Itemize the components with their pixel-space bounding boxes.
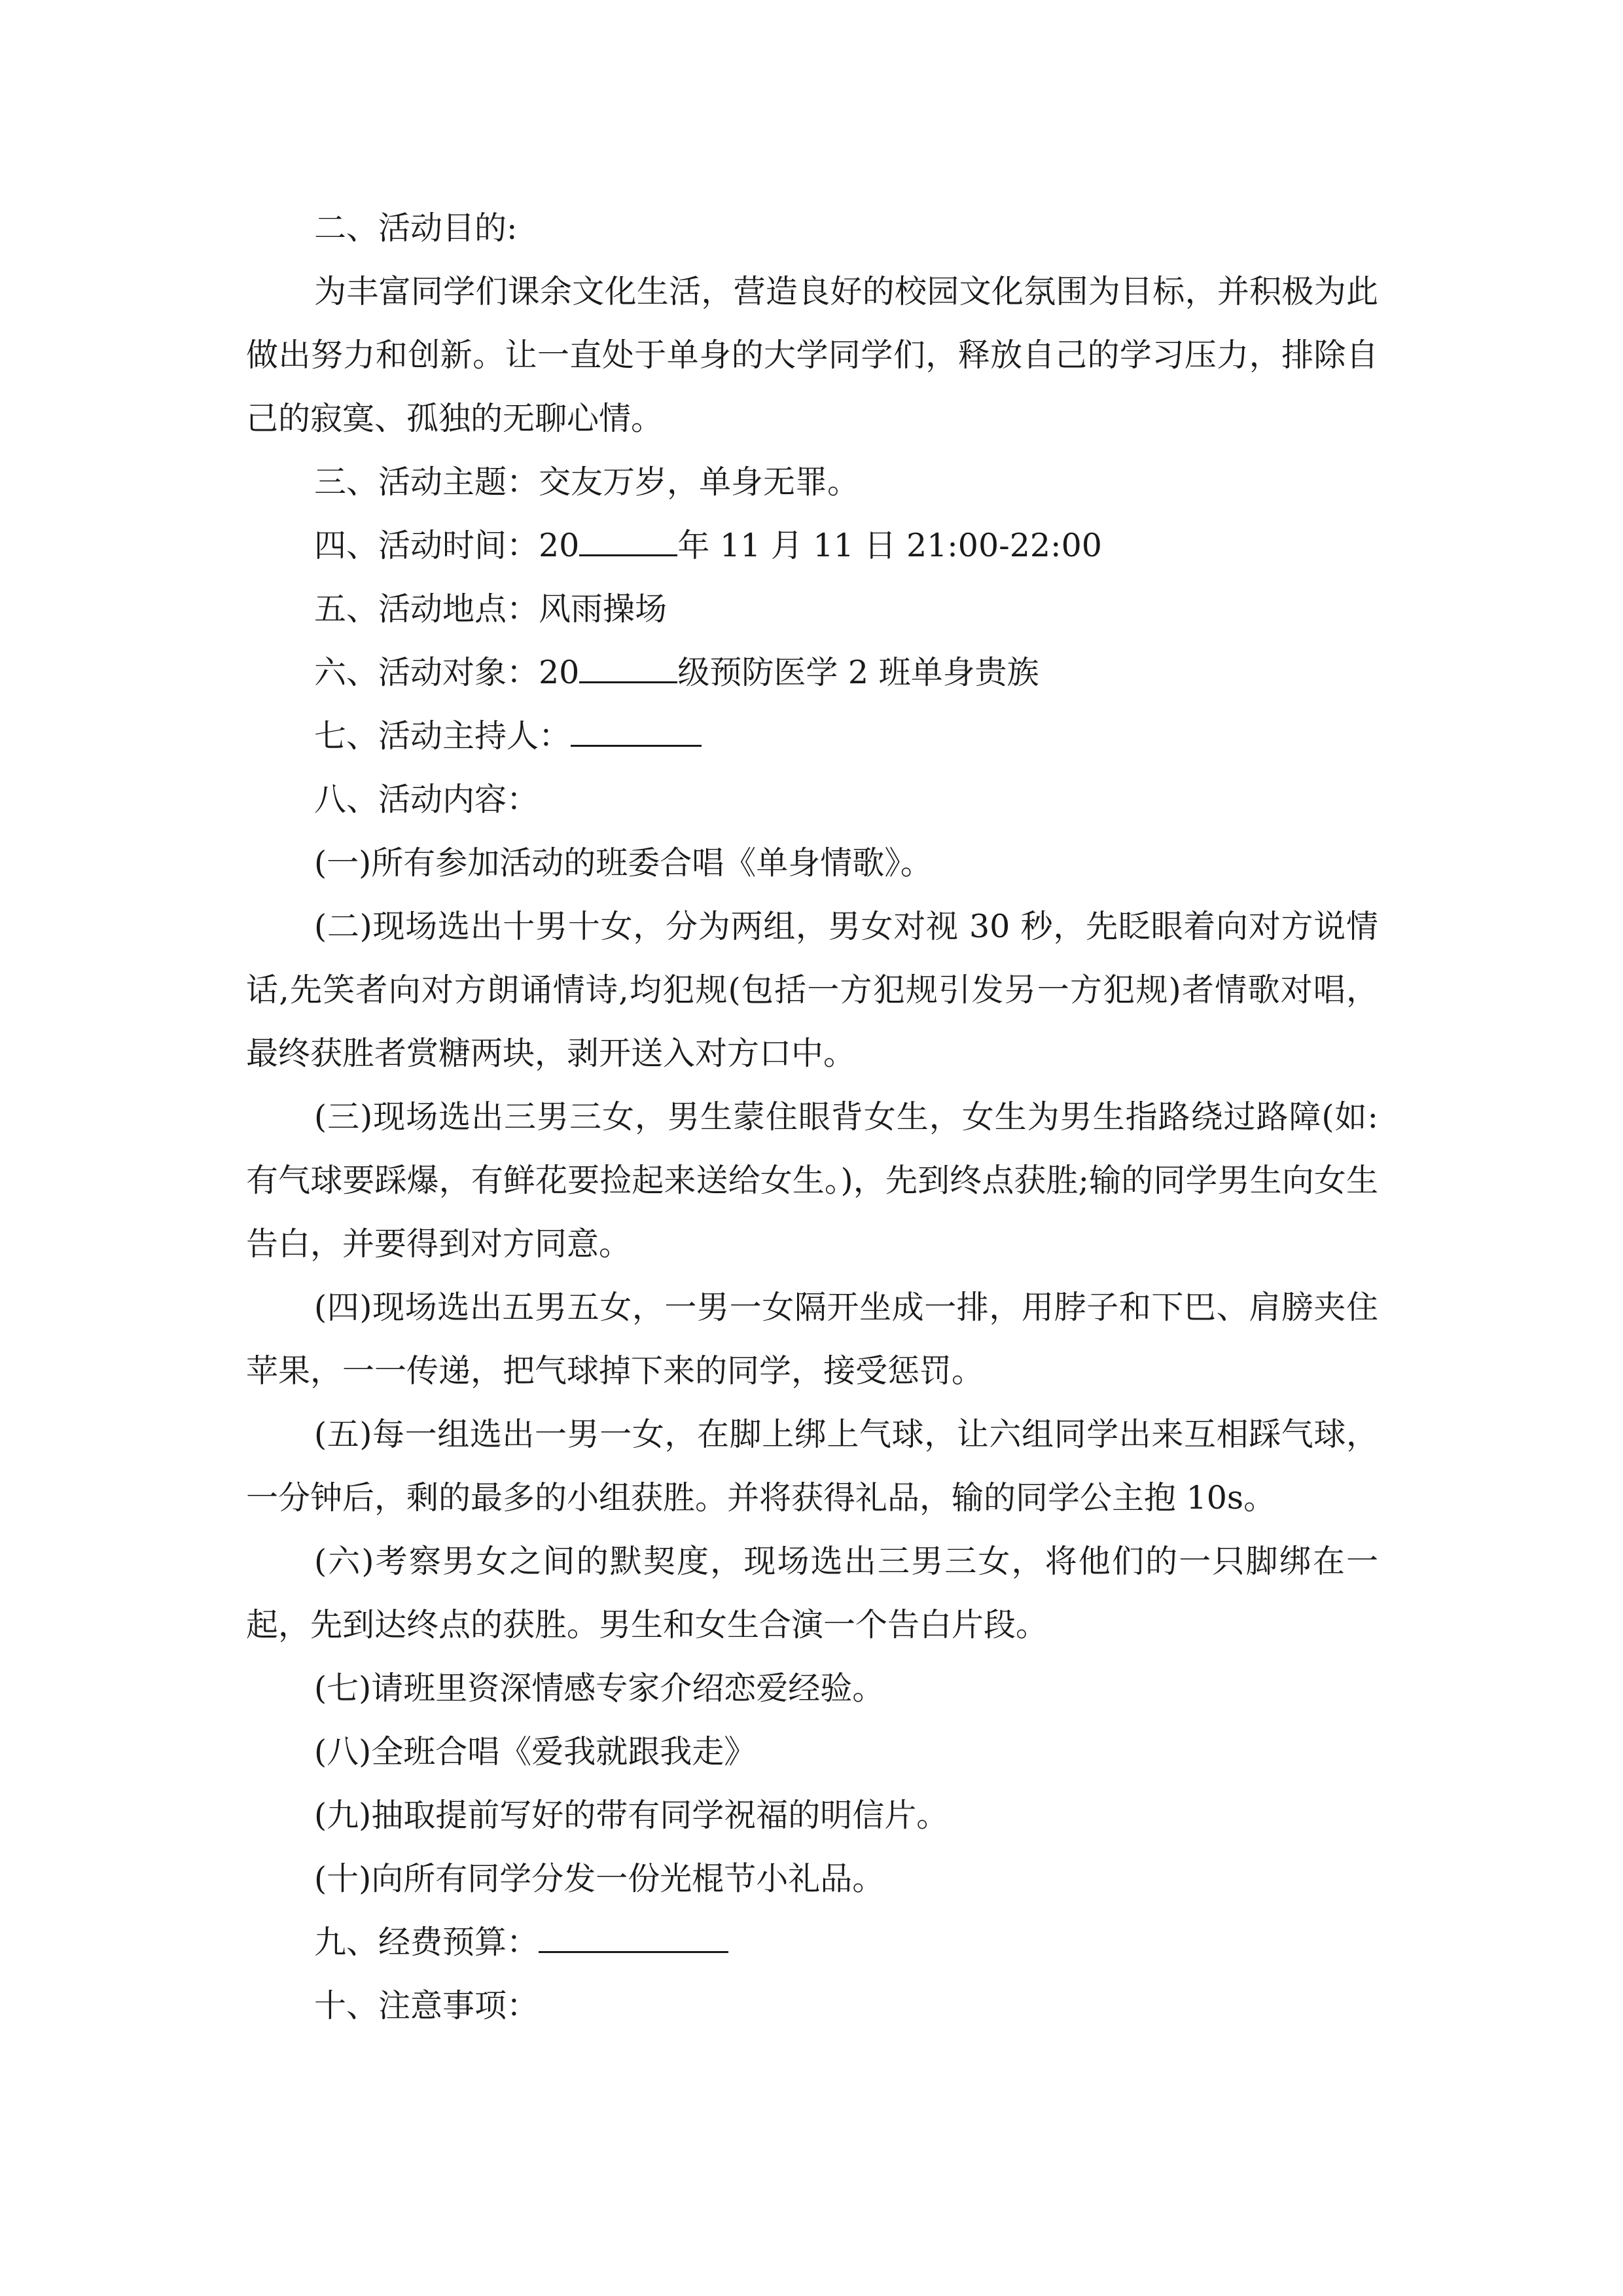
budget-label: 九、经费预算： (314, 1924, 539, 1961)
audience-prefix: 六、活动对象：20 (314, 654, 580, 691)
time-suffix: 年 11 月 11 日 21:00-22:00 (677, 527, 1102, 564)
notes-heading: 十、注意事项： (314, 1987, 539, 2024)
content-item-5: (五)每一组选出一男一女，在脚上绑上气球，让六组同学出来互相踩气球，一分钟后，剩的最多的小组获胜。并将获得礼品，输的同学公主抱 10s。 (246, 1416, 1378, 1516)
host-line (246, 704, 1378, 768)
budget-line (246, 1910, 1378, 1974)
goal-heading: 二、活动目的: (314, 209, 518, 247)
audience-year-blank (579, 655, 677, 683)
year-blank (579, 528, 677, 556)
location-line: 五、活动地点：风雨操场 (314, 590, 668, 628)
time-line (246, 514, 1378, 577)
content-item-2: (二)现场选出十男十女，分为两组，男女对视 30 秒，先眨眼着向对方说情话,先笑者向对方朗诵情诗,均犯规(包括一方犯规引发另一方犯规)者情歌对唱，最终获胜者赏糖两块，剥开送入对方口中。 (246, 908, 1378, 1072)
content-item-7: (七)请班里资深情感专家介绍恋爱经验。 (314, 1670, 885, 1707)
content-item-9: (九)抽取提前写好的带有同学祝福的明信片。 (314, 1797, 949, 1834)
theme-line: 三、活动主题：交友万岁，单身无罪。 (314, 463, 860, 501)
host-label: 七、活动主持人： (314, 717, 571, 755)
content-item-8: (八)全班合唱《爱我就跟我走》 (314, 1733, 757, 1770)
document-body (246, 196, 1378, 2037)
content-item-6: (六)考察男女之间的默契度，现场选出三男三女，将他们的一只脚绑在一起，先到达终点的获胜。男生和女生合演一个告白片段。 (246, 1543, 1378, 1643)
content-heading: 八、活动内容： (314, 781, 539, 818)
content-item-10: (十)向所有同学分发一份光棍节小礼品。 (314, 1860, 885, 1897)
content-item-3: (三)现场选出三男三女，男生蒙住眼背女生，女生为男生指路绕过路障(如:有气球要踩爆，有鲜花要捡起来送给女生。)，先到终点获胜;输的同学男生向女生告白，并要得到对方同意。 (246, 1098, 1378, 1263)
content-item-4: (四)现场选出五男五女，一男一女隔开坐成一排，用脖子和下巴、肩膀夹住苹果，一一传递，把气球掉下来的同学，接受惩罚。 (246, 1289, 1378, 1390)
content-item-1: (一)所有参加活动的班委合唱《单身情歌》。 (314, 844, 933, 882)
goal-text: 为丰富同学们课余文化生活，营造良好的校园文化氛围为目标，并积极为此做出努力和创新。让一直处于单身的大学同学们，释放自己的学习压力，排除自己的寂寞、孤独的无聊心情。 (246, 273, 1378, 437)
audience-suffix: 级预防医学 2 班单身贵族 (677, 654, 1039, 691)
time-prefix: 四、活动时间：20 (314, 527, 580, 564)
budget-blank (539, 1925, 728, 1953)
host-blank (571, 719, 702, 747)
audience-line (246, 641, 1378, 704)
